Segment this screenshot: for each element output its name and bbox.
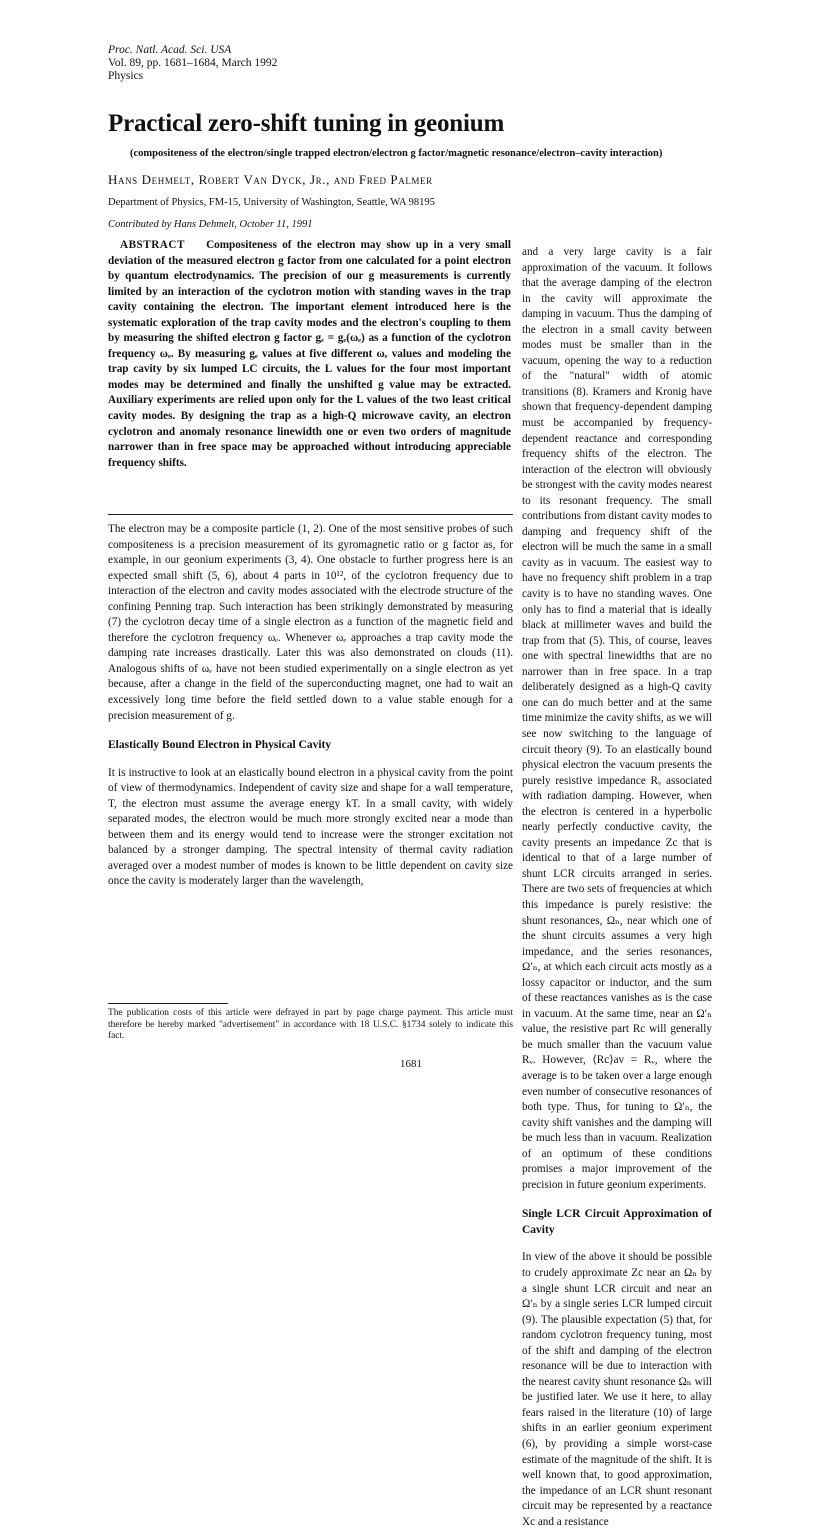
footnote: The publication costs of this article were defrayed in part by page charge payment. This article must therefore be hereby marked "advertisement" in accordance with 18 U.S.C. §1734 solely to indicate this fact. (108, 1008, 513, 1041)
right-paragraph-1: and a very large cavity is a fair approximation of the vacuum. It follows that the average damping of the electron in the cavity will approximate the damping in vacuum. Thus the damping of the electron in a small cavity between modes must be smaller than in the vacuum, opening the way to a reduction of the "natural" width of atomic transitions (8). Kramers and Kronig have shown that frequency-dependent damping must be accompanied by frequency-dependent reactance and corresponding frequency shifts of the electron. The interaction of the electron will obviously be strongest with the cavity modes nearest to its resonant frequency. The small contributions from distant cavity modes to damping and frequency shift of the electron will be much the same in a small cavity as in vacuum. The easiest way to have no frequency shift problem in a trap cavity is to have no standing waves. One only has to find a material that is ideally black at millimeter waves and build the trap from that (5). This, of course, leaves one with spectral linewidths that are no narrower than in free space. In a trap deliberately designed as a high-Q cavity one can do much better and at the same time minimize the cavity shifts, as we will see now switching to the language of circuit theory (9). To an elastically bound physical electron the vacuum presents the purely resistive impedance Rᵥ associated with radiation damping. However, when the electron is centered in a hyperbolic nearly perfectly conductive cavity, the cavity presents an impedance Zc that is identical to that of a large number of shunt LCR circuits arranged in series. There are two sets of frequencies at which this impedance is purely resistive: the shunt resonances, Ωₙ, near which one of the shunt circuits assumes a very high impedance, and the series resonances, Ω′ₙ, at which each circuit acts mostly as a lossy capacitor or inductor, and the sum of these reactances vanishes as is the case in vacuum. At the same time, near an Ω′ₙ value, the resistive part Rc will generally be much smaller than the vacuum value Rᵥ. However, ⟨Rc⟩av = Rᵥ, where the average is to be taken over a large enough even number of consecutive resonances of both type. Thus, for tuning to Ω′ₙ, the cavity shift vanishes and the damping will be much less than in vacuum. Realization of an optimum of these conditions promises a major improvement of the precision in future geonium experiments. (522, 246, 712, 1191)
journal-header (108, 44, 277, 83)
footnote-divider (108, 1003, 228, 1004)
section-heading-single-lcr: Single LCR Circuit Approximation of Cavity (522, 1208, 712, 1236)
abstract-text: Compositeness of the electron may show up in a very small deviation of the measured electron g factor from one calculated for a point electron by quantum electrodynamics. The precision of our g measurements is currently limited by an interaction of the cyclotron motion with standing waves in the trap cavity containing the electron. The important element introduced here is the systematic exploration of the trap cavity modes and the electron's coupling to them by measuring the shifted electron g factor gₑ = gₑ(ωₑ) as a function of the cyclotron frequency ωₑ. By measuring gₑ values at five different ωₑ values and modeling the trap cavity by six lumped LC circuits, the L values for the four most important modes may be determined and finally the unshifted g value may be extracted. Auxiliary experiments are relied upon only for the L values of the two least critical cavity modes. By designing the trap as a high-Q microwave cavity, an electron cyclotron and anomaly resonance linewidth one or even two orders of magnitude narrower than in free space may be approached without introducing appreciable frequency shifts. (108, 239, 511, 469)
contributed-by: Contributed by Hans Dehmelt, October 11, 1991 (108, 219, 313, 230)
intro-paragraph: The electron may be a composite particle (1, 2). One of the most sensitive probes of such compositeness is a precision measurement of its gyromagnetic ratio or g factor as, for example, in our geonium experiments (3, 4). One obstacle to further progress here is an expected small shift (5, 6), about 4 parts in 10¹², of the cyclotron frequency due to interaction of the electron and cavity modes associated with the electrode structure of the confining Penning trap. Such interaction has been strikingly demonstrated by measuring (7) the cyclotron decay time of a single electron as a function of the magnetic field and therefore the cyclotron frequency ωₑ. Whenever ωₑ approaches a trap cavity mode the damping rate increases drastically. Later this was also demonstrated on clouds (11). Analogous shifts of ωₑ have not been studied experimentally on a single electron as yet because, after a change in the field of the superconducting magnet, one had to wait an excessively long time before the field settled down to a value stable enough for a precision measurement of g. (108, 523, 513, 722)
abstract-label: ABSTRACT (120, 239, 185, 251)
section-paragraph: It is instructive to look at an elastically bound electron in a physical cavity from the point of view of thermodynamics. Independent of cavity size and shape for a wall temperature, T, the electron must assume the average energy kT. In a small cavity, with widely separated modes, the electron would be much more strongly excited near a mode than between them and its energy would tend to increase were the stronger excitation not balanced by a stronger damping. The spectral intensity of thermal cavity radiation averaged over a modest number of modes is known to be little dependent on cavity size once the cavity is moderately larger than the wavelength, (108, 766, 513, 888)
right-paragraph-2: In view of the above it should be possible to crudely approximate Zc near an Ωₙ by a single shunt LCR circuit and near an Ω′ₙ by a single series LCR lumped circuit (9). The plausible expectation (5) that, for random cyclotron frequency tuning, most of the shift and damping of the electron resonance will be due to interaction with the nearest cavity shunt resonance Ωₙ will be justified later. We use it here, to allay fears raised in the literature (10) of large shifts in an earlier geonium experiment (6), by providing a simple worst-case estimate of the magnitude of the shift. It is well known that, to good approximation, the impedance of an LCR shunt resonant circuit may be represented by a reactance Xc and a resistance (522, 1251, 712, 1528)
journal-section: Physics (108, 70, 144, 82)
paper-title: Practical zero-shift tuning in geonium (108, 110, 505, 137)
section-heading-elastically-bound: Elastically Bound Electron in Physical Cavity (108, 739, 332, 752)
journal-name: Proc. Natl. Acad. Sci. USA (108, 44, 232, 56)
affiliation: Department of Physics, FM-15, University of Washington, Seattle, WA 98195 (108, 197, 435, 208)
left-column (108, 522, 513, 890)
journal-volume: Vol. 89, pp. 1681–1684, March 1992 (108, 57, 278, 69)
abstract-divider (108, 514, 513, 515)
right-column (522, 245, 712, 1530)
page-number: 1681 (400, 1058, 422, 1070)
abstract (108, 238, 511, 471)
keywords: (compositeness of the electron/single trapped electron/electron g factor/magnetic resonance/electron–cavity interaction) (130, 148, 663, 159)
authors: Hans Dehmelt, Robert Van Dyck, Jr., and Fred Palmer (108, 172, 433, 187)
